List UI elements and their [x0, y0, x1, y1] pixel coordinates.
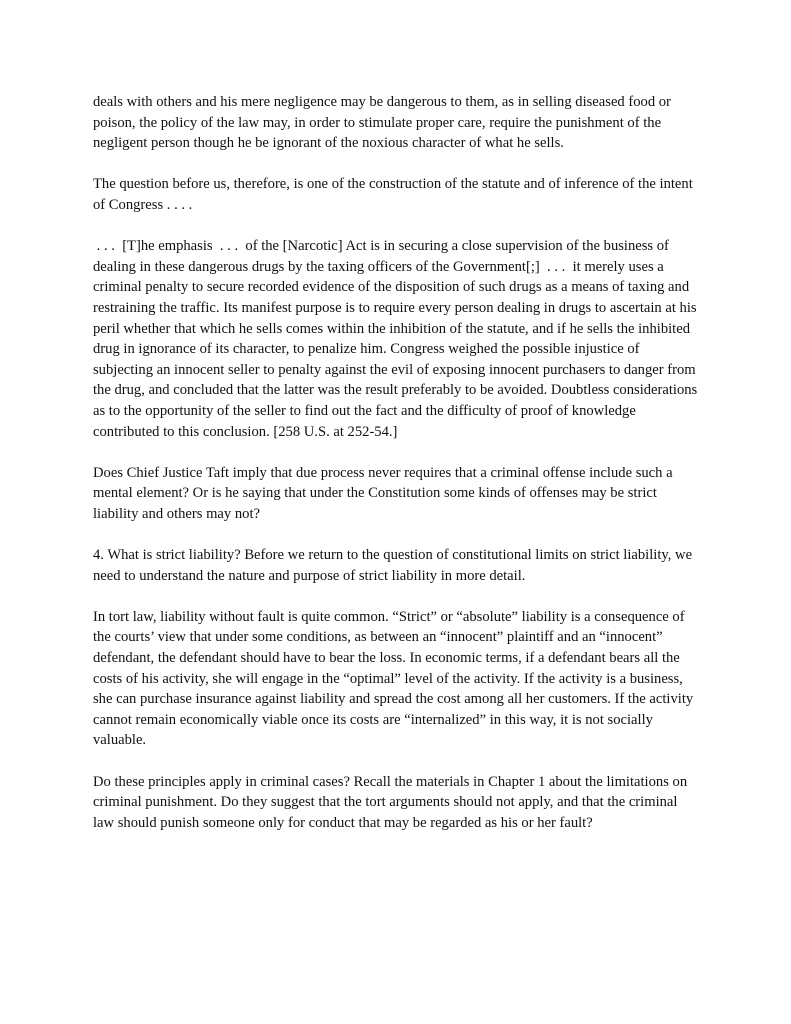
- paragraph-narcotic-act-quote: . . . [T]he emphasis . . . of the [Narcotic] Act is in securing a close supervision of the business of dealing in these dangerous drugs by the taxing officers of the Government[;] . . . it merely uses a criminal penalty to secure recorded evidence of the disposition of such drugs as a means of taxing and restraining the traffic. Its manifest purpose is to require every person dealing in drugs to ascertain at his peril whether that which he sells comes within the inhibition of the statute, and if he sells the inhibited drug in ignorance of its character, to penalize him. Congress weighed the possible injustice of subjecting an innocent seller to penalty against the evil of exposing innocent purchasers to danger from the drug, and concluded that the latter was the result preferably to be avoided. Doubtless considerations as to the opportunity of the seller to find out the fact and the difficulty of proof of knowledge contributed to this conclusion. [258 U.S. at 252-54.]: [93, 238, 701, 440]
- paragraph-criminal-cases: Do these principles apply in criminal cases? Recall the materials in Chapter 1 about the limitations on criminal punishment. Do they suggest that the tort arguments should not apply, and that the criminal law should punish someone only for conduct that may be regarded as his or her fault?: [93, 773, 688, 831]
- paragraph-tort-law: In tort law, liability without fault is quite common. “Strict” or “absolute” liability is a consequence of the courts’ view that under some conditions, as between an “innocent” plaintiff and an “innocent” defendant, the defendant should have to bear the loss. In economic terms, if a defendant bears all the costs of his activity, she will engage in the “optimal” level of the activity. If the activity is a business, she can purchase insurance against liability and spread the cost among all her customers. If the activity cannot remain economically viable once its costs are “internalized” in this way, it is not socially valuable.: [93, 608, 694, 749]
- document-page: [93, 92, 699, 833]
- paragraph-taft-question: Does Chief Justice Taft imply that due process never requires that a criminal offense include such a mental element? Or is he saying that under the Constitution some kinds of offenses may be strict liability and others may not?: [93, 464, 673, 522]
- paragraph-question-construction: The question before us, therefore, is one of the construction of the statute and of inference of the intent of Congress . . . .: [93, 176, 693, 213]
- paragraph-negligence-quote: deals with others and his mere negligence may be dangerous to them, as in selling diseased food or poison, the policy of the law may, in order to stimulate proper care, require the punishment of the negligent person though he be ignorant of the noxious character of what he sells.: [93, 94, 671, 152]
- paragraph-strict-liability-heading: 4. What is strict liability? Before we return to the question of constitutional limits on strict liability, we need to understand the nature and purpose of strict liability in more detail.: [93, 547, 693, 584]
